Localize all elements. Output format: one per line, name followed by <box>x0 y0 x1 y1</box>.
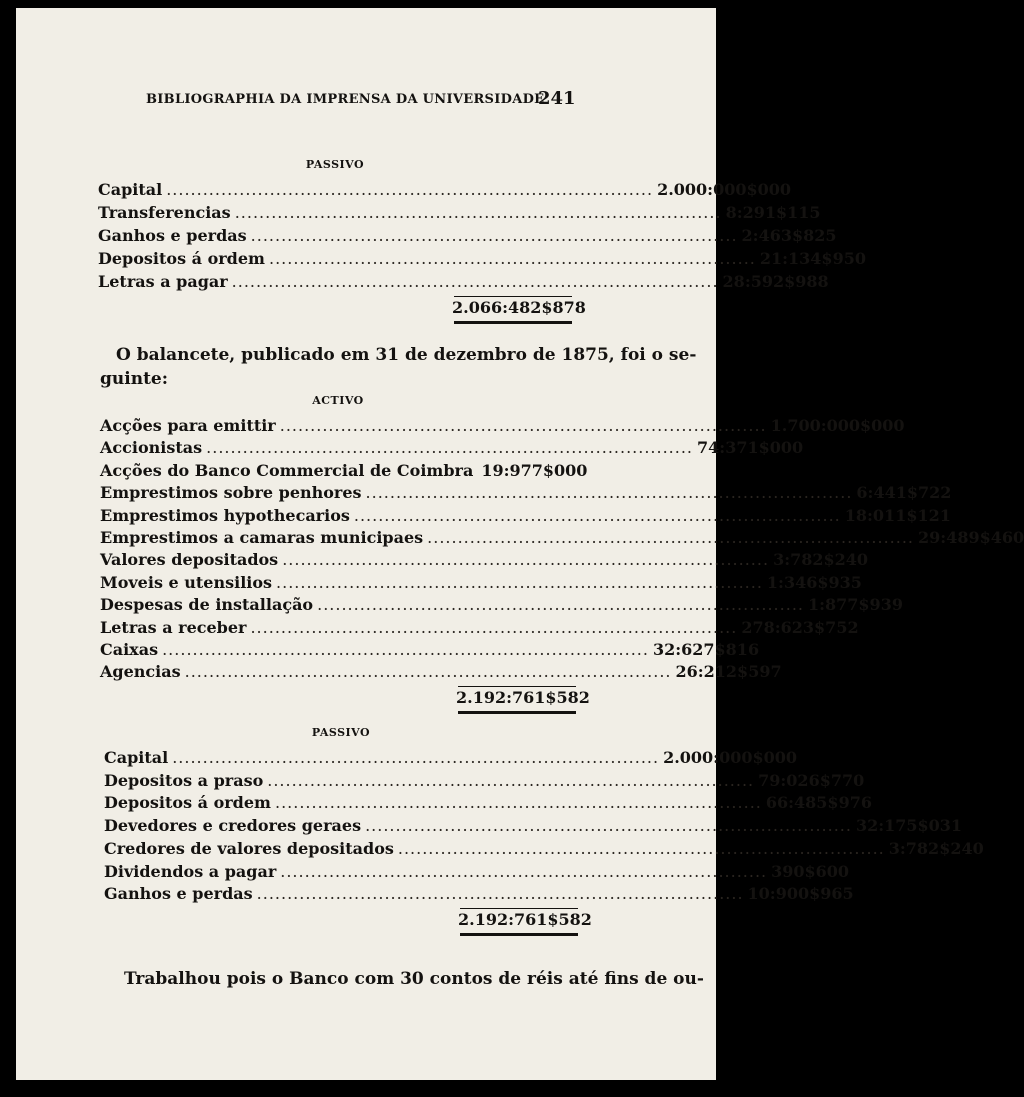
row-amount: 18:011$121 <box>844 505 951 525</box>
sum-rule <box>460 908 578 909</box>
total-row <box>104 909 592 934</box>
table-row <box>98 226 837 249</box>
row-amount: 1.700:000$000 <box>770 416 905 435</box>
row-amount: 21:134$950 <box>759 249 866 268</box>
table-row <box>104 748 798 771</box>
table-row <box>98 249 866 272</box>
table-row <box>100 505 951 529</box>
table-row <box>100 617 859 641</box>
table-row <box>104 816 963 839</box>
dot-leader: ................................................................................ <box>397 838 885 858</box>
row-amount: 1:877$939 <box>807 595 903 615</box>
table-row <box>100 416 905 439</box>
row-label: Letras a receber <box>100 617 247 637</box>
dot-leader: ................................................................................ <box>268 249 756 268</box>
total-amount: 2.192:761$582 <box>458 909 592 929</box>
dot-leader: ................................................................................ <box>279 416 767 435</box>
row-label: Transferencias <box>98 203 231 222</box>
dot-leader: ................................................................................ <box>166 180 654 199</box>
table-row <box>98 180 792 203</box>
dot-leader: ................................................................................ <box>353 505 841 525</box>
dot-leader: ................................................................................ <box>172 748 660 767</box>
row-label: Emprestimos sobre penhores <box>100 483 362 503</box>
row-label: Capital <box>104 748 169 767</box>
row-label: Despesas de installação <box>100 595 314 615</box>
row-amount: 390$600 <box>771 861 850 881</box>
total-amount: 2.066:482$878 <box>452 298 586 317</box>
table-row <box>100 483 952 506</box>
row-label: Credores de valores depositados <box>104 838 394 858</box>
table-row <box>104 884 854 907</box>
table-row <box>100 640 760 663</box>
sum-rule <box>458 686 576 687</box>
row-label: Moveis e utensilios <box>100 572 273 592</box>
book-page <box>16 8 1024 1080</box>
row-label: Dividendos a pagar <box>104 861 277 881</box>
row-amount: 32:627$816 <box>652 640 760 659</box>
row-amount: 26:212$597 <box>675 662 782 682</box>
dot-leader: ................................................................................ <box>250 226 738 245</box>
table-row <box>100 550 869 573</box>
row-amount: 66:485$976 <box>765 793 872 813</box>
row-amount: 74:371$000 <box>697 438 804 458</box>
row-label: Emprestimos hypothecarios <box>100 505 350 525</box>
table-row <box>100 662 782 685</box>
row-label: Ganhos e perdas <box>104 884 253 904</box>
row-amount: 8:291$115 <box>725 203 821 222</box>
row-amount: 2.000:000$000 <box>657 180 792 199</box>
dot-leader: ................................................................................ <box>427 528 915 547</box>
row-label: Acções do Banco Commercial de Coimbra <box>100 460 474 480</box>
total-row <box>100 687 590 712</box>
dot-leader: ................................................................................ <box>250 617 738 637</box>
row-amount: 10:900$965 <box>747 884 854 904</box>
dot-leader: ................................................................................ <box>274 793 762 813</box>
row-amount: 79:026$770 <box>758 770 865 790</box>
passivo-section-title-2: PASSIVO <box>311 726 371 739</box>
total-double-rule <box>460 933 578 936</box>
total-double-rule <box>458 711 576 714</box>
row-amount: 3:782$240 <box>773 550 869 570</box>
row-label: Depositos á ordem <box>98 249 265 268</box>
table-row <box>104 838 984 862</box>
table-row <box>100 438 804 461</box>
page-number: 241 <box>538 88 576 109</box>
dot-leader: ................................................................................ <box>317 595 804 615</box>
sum-rule <box>454 296 572 297</box>
row-label: Accionistas <box>100 438 203 458</box>
row-amount: 2:463$825 <box>741 226 837 245</box>
row-amount: 28:592$988 <box>722 272 829 291</box>
row-label: Valores depositados <box>100 550 279 570</box>
table-row <box>100 460 588 484</box>
row-label: Depositos á ordem <box>104 793 271 813</box>
row-label: Depositos a praso <box>104 770 264 790</box>
row-amount: 278:623$752 <box>741 617 859 637</box>
row-label: Capital <box>98 180 163 199</box>
dot-leader: ................................................................................ <box>280 861 768 881</box>
table-row <box>98 203 821 226</box>
table-row <box>104 861 850 885</box>
row-amount: 29:489$460 <box>918 528 1024 547</box>
row-amount: 6:441$722 <box>856 483 952 503</box>
row-label: Acções para emittir <box>100 416 276 435</box>
row-label: Letras a pagar <box>98 272 228 291</box>
row-label: Agencias <box>100 662 181 682</box>
dot-leader: ................................................................................ <box>256 884 744 904</box>
dot-leader: ................................................................................ <box>162 640 649 659</box>
dot-leader: ................................................................................ <box>365 816 852 836</box>
table-row <box>98 272 829 295</box>
dot-leader: ................................................................................ <box>282 550 770 570</box>
row-label: Ganhos e perdas <box>98 226 247 245</box>
dot-leader: ................................................................................ <box>206 438 694 458</box>
row-amount: 19:977$000 <box>481 460 588 480</box>
passivo-section-title: PASSIVO <box>305 158 365 171</box>
row-label: Emprestimos a camaras municipaes <box>100 528 424 547</box>
running-header: BIBLIOGRAPHIA DA IMPRENSA DA UNIVERSIDADE <box>146 92 545 107</box>
dot-leader: ................................................................................ <box>231 272 719 291</box>
table-row <box>100 528 1024 551</box>
dot-leader: ................................................................................ <box>267 770 755 790</box>
activo-section-title: ACTIVO <box>312 394 364 407</box>
row-amount: 3:782$240 <box>888 838 984 858</box>
row-label: Devedores e credores geraes <box>104 816 362 836</box>
total-double-rule <box>454 321 572 324</box>
total-amount: 2.192:761$582 <box>456 687 590 707</box>
table-row <box>100 595 903 618</box>
table-row <box>100 572 862 596</box>
row-label: Caixas <box>100 640 159 659</box>
row-amount: 1:346$935 <box>766 572 862 592</box>
dot-leader: ................................................................................ <box>234 203 722 222</box>
total-row <box>98 298 586 322</box>
table-row <box>104 793 872 816</box>
balance-paragraph-line-2: guinte: <box>100 369 169 389</box>
closing-paragraph: Trabalhou pois o Banco com 30 contos de réis até fins de ou- <box>124 969 704 989</box>
dot-leader: ................................................................................ <box>184 662 672 682</box>
dot-leader: ................................................................................ <box>365 483 853 503</box>
dot-leader: ................................................................................ <box>276 572 763 592</box>
row-amount: 32:175$031 <box>855 816 963 836</box>
balance-paragraph-line-1: O balancete, publicado em 31 de dezembro de 1875, foi o se- <box>116 345 697 365</box>
table-row <box>104 770 865 794</box>
row-amount: 2.000:000$000 <box>663 748 798 767</box>
